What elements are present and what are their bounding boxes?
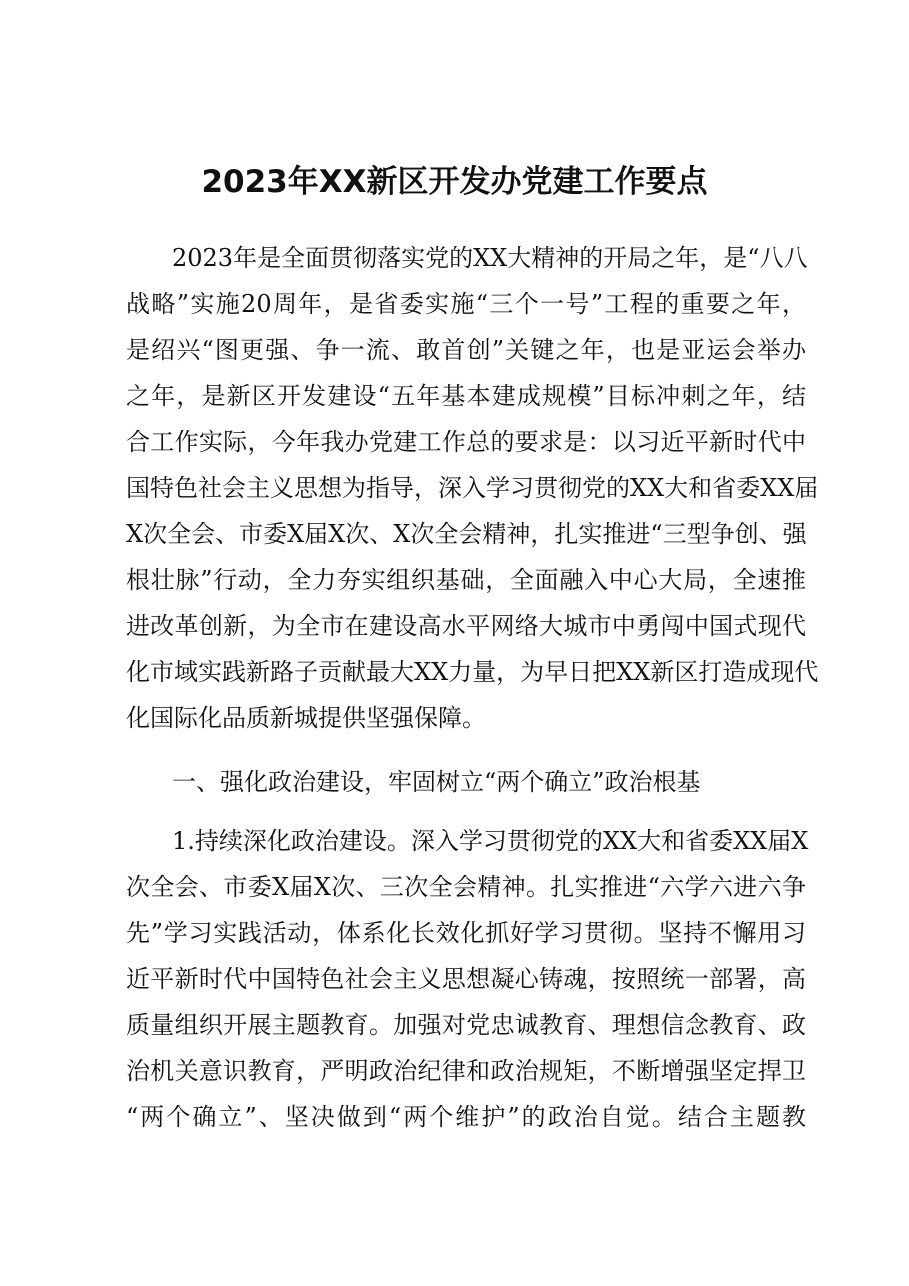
paragraph-line: 进改革创新，为全市在建设高水平网络大城市中勇闯中国式现代	[126, 612, 806, 640]
paragraph-line: 是绍兴“图更强、争一流、敢首创”关键之年，也是亚运会举办	[126, 336, 806, 364]
paragraph-line: 国特色社会主义思想为指导，深入学习贯彻党的XX大和省委XX届	[126, 474, 819, 502]
paragraph-line: 化国际化品质新城提供坚强保障。	[126, 704, 486, 732]
paragraph-line: 近平新时代中国特色社会主义思想凝心铸魂，按照统一部署，高	[126, 965, 806, 993]
paragraph-line: 战略”实施20周年，是省委实施“三个一号”工程的重要之年，	[126, 290, 806, 318]
paragraph-line: “两个确立”、坚决做到“两个维护”的政治自觉。结合主题教	[126, 1103, 806, 1131]
paragraph-line: 2023年是全面贯彻落实党的XX大精神的开局之年，是“八八	[172, 244, 808, 272]
section-heading: 一、强化政治建设，牢固树立“两个确立”政治根基	[172, 768, 701, 796]
paragraph-line: X次全会、市委X届X次、X次全会精神，扎实推进“三型争创、强	[126, 520, 807, 548]
paragraph-line: 次全会、市委X届X次、三次全会精神。扎实推进“六学六进六争	[126, 873, 806, 901]
document-title: 2023年XX新区开发办党建工作要点	[201, 164, 708, 200]
paragraph-line: 之年，是新区开发建设“五年基本建成规模”目标冲刺之年，结	[126, 382, 806, 410]
paragraph-line: 质量组织开展主题教育。加强对党忠诚教育、理想信念教育、政	[126, 1011, 806, 1039]
paragraph-line: 合工作实际，今年我办党建工作总的要求是：以习近平新时代中	[126, 428, 806, 456]
paragraph-line: 治机关意识教育，严明政治纪律和政治规矩，不断增强坚定捍卫	[126, 1057, 806, 1085]
paragraph-line: 化市域实践新路子贡献最大XX力量，为早日把XX新区打造成现代	[126, 658, 819, 686]
paragraph-line: 先”学习实践活动，体系化长效化抓好学习贯彻。坚持不懈用习	[126, 919, 806, 947]
paragraph-line: 1.持续深化政治建设。深入学习贯彻党的XX大和省委XX届X	[172, 827, 809, 855]
paragraph-line: 根壮脉”行动，全力夯实组织基础，全面融入中心大局，全速推	[126, 566, 806, 594]
